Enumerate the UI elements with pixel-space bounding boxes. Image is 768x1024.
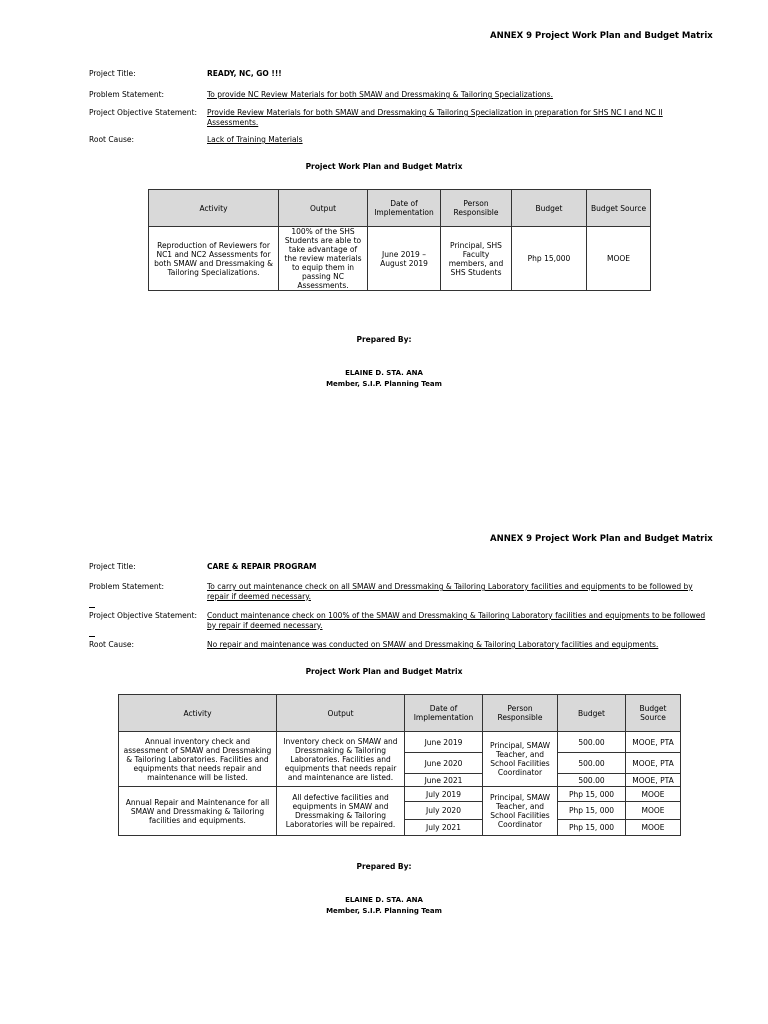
cell-date: July 2021 — [405, 820, 483, 836]
project-title-1: READY, NC, GO !!! — [207, 69, 282, 78]
cell-date: June 2019 — [405, 732, 483, 753]
cell-source: MOOE — [626, 802, 681, 820]
header-source: Budget Source — [587, 190, 651, 227]
cell-activity: Annual inventory check and assessment of SMAW and Dressmaking & Tailoring Laboratories. Facilities and equipments that needs repair and maintenance will be listed. — [119, 732, 277, 787]
cell-source: MOOE, PTA — [626, 732, 681, 753]
preparer-name-1: ELAINE D. STA. ANA — [345, 369, 423, 377]
objective-statement-1: Provide Review Materials for both SMAW and Dressmaking & Tailoring Specialization in preparation for SHS NC I and NC II Assessments. — [207, 108, 663, 127]
preparer-name-2: ELAINE D. STA. ANA — [345, 896, 423, 904]
problem-statement-1: To provide NC Review Materials for both SMAW and Dressmaking & Tailoring Specializations. — [207, 90, 553, 99]
root-cause-2: No repair and maintenance was conducted on SMAW and Dressmaking & Tailoring Laboratory facilities and equipments. — [207, 640, 659, 649]
cell-source: MOOE — [626, 787, 681, 802]
annex-heading-1: ANNEX 9 Project Work Plan and Budget Matrix — [490, 31, 713, 41]
header-person: Person Responsible — [441, 190, 512, 227]
cell-activity: Annual Repair and Maintenance for all SMAW and Dressmaking & Tailoring facilities and equipments. — [119, 787, 277, 836]
table-row — [119, 732, 681, 753]
margin-mark — [89, 636, 95, 637]
prepared-by-1: Prepared By: — [356, 335, 412, 344]
cell-source: MOOE — [587, 227, 651, 291]
cell-budget: 500.00 — [558, 753, 626, 774]
annex-heading-2: ANNEX 9 Project Work Plan and Budget Matrix — [490, 534, 713, 544]
cell-output: 100% of the SHS Students are able to take advantage of the review materials to equip them in passing NC Assessments. — [279, 227, 368, 291]
cell-source: MOOE, PTA — [626, 753, 681, 774]
prepared-by-2: Prepared By: — [356, 862, 412, 871]
cell-person: Principal, SMAW Teacher, and School Facilities Coordinator — [483, 787, 558, 836]
matrix-title-2: Project Work Plan and Budget Matrix — [305, 667, 463, 676]
preparer-role-1: Member, S.I.P. Planning Team — [326, 380, 442, 388]
budget-matrix-1 — [148, 189, 651, 291]
cell-activity: Reproduction of Reviewers for NC1 and NC2 Assessments for both SMAW and Dressmaking & Tailoring Specializations. — [149, 227, 279, 291]
cell-date: June 2019 – August 2019 — [368, 227, 441, 291]
objective-statement-2: Conduct maintenance check on 100% of the SMAW and Dressmaking & Tailoring Laboratory facilities and equipments to be followed by repair if deemed necessary. — [207, 611, 706, 630]
header-budget: Budget — [558, 695, 626, 732]
budget-matrix-2 — [118, 694, 681, 836]
header-date: Date of Implementation — [405, 695, 483, 732]
cell-output: All defective facilities and equipments in SMAW and Dressmaking & Tailoring Laboratories will be repaired. — [277, 787, 405, 836]
project-title-label-2: Project Title: — [89, 562, 136, 571]
header-person: Person Responsible — [483, 695, 558, 732]
table-row — [149, 227, 651, 291]
objective-label-2: Project Objective Statement: — [89, 611, 197, 620]
cell-budget: 500.00 — [558, 732, 626, 753]
table-row — [119, 787, 681, 802]
root-cause-1: Lack of Training Materials — [207, 135, 303, 144]
cell-date: June 2021 — [405, 774, 483, 787]
cell-date: July 2020 — [405, 802, 483, 820]
header-source: Budget Source — [626, 695, 681, 732]
problem-statement-2: To carry out maintenance check on all SMAW and Dressmaking & Tailoring Laboratory facilities and equipments to be followed by repair if deemed necessary. — [207, 582, 693, 601]
cell-date: July 2019 — [405, 787, 483, 802]
problem-label-1: Problem Statement: — [89, 90, 165, 99]
header-activity: Activity — [149, 190, 279, 227]
cell-person: Principal, SHS Faculty members, and SHS Students — [441, 227, 512, 291]
cell-budget: Php 15, 000 — [558, 820, 626, 836]
objective-label-1: Project Objective Statement: — [89, 108, 197, 117]
cell-budget: Php 15, 000 — [558, 787, 626, 802]
header-output: Output — [277, 695, 405, 732]
margin-mark — [89, 607, 95, 608]
problem-label-2: Problem Statement: — [89, 582, 165, 591]
header-date: Date of Implementation — [368, 190, 441, 227]
cell-person: Principal, SMAW Teacher, and School Facilities Coordinator — [483, 732, 558, 787]
root-cause-label-1: Root Cause: — [89, 135, 135, 144]
header-activity: Activity — [119, 695, 277, 732]
cell-budget: 500.00 — [558, 774, 626, 787]
root-cause-label-2: Root Cause: — [89, 640, 135, 649]
matrix-title-1: Project Work Plan and Budget Matrix — [305, 162, 463, 171]
cell-source: MOOE — [626, 820, 681, 836]
header-budget: Budget — [512, 190, 587, 227]
project-title-2: CARE & REPAIR PROGRAM — [207, 562, 317, 571]
cell-budget: Php 15,000 — [512, 227, 587, 291]
preparer-role-2: Member, S.I.P. Planning Team — [326, 907, 442, 915]
cell-date: June 2020 — [405, 753, 483, 774]
cell-output: Inventory check on SMAW and Dressmaking & Tailoring Laboratories. Facilities and equipments that needs repair and maintenance are listed. — [277, 732, 405, 787]
header-output: Output — [279, 190, 368, 227]
cell-budget: Php 15, 000 — [558, 802, 626, 820]
cell-source: MOOE, PTA — [626, 774, 681, 787]
project-title-label-1: Project Title: — [89, 69, 136, 78]
